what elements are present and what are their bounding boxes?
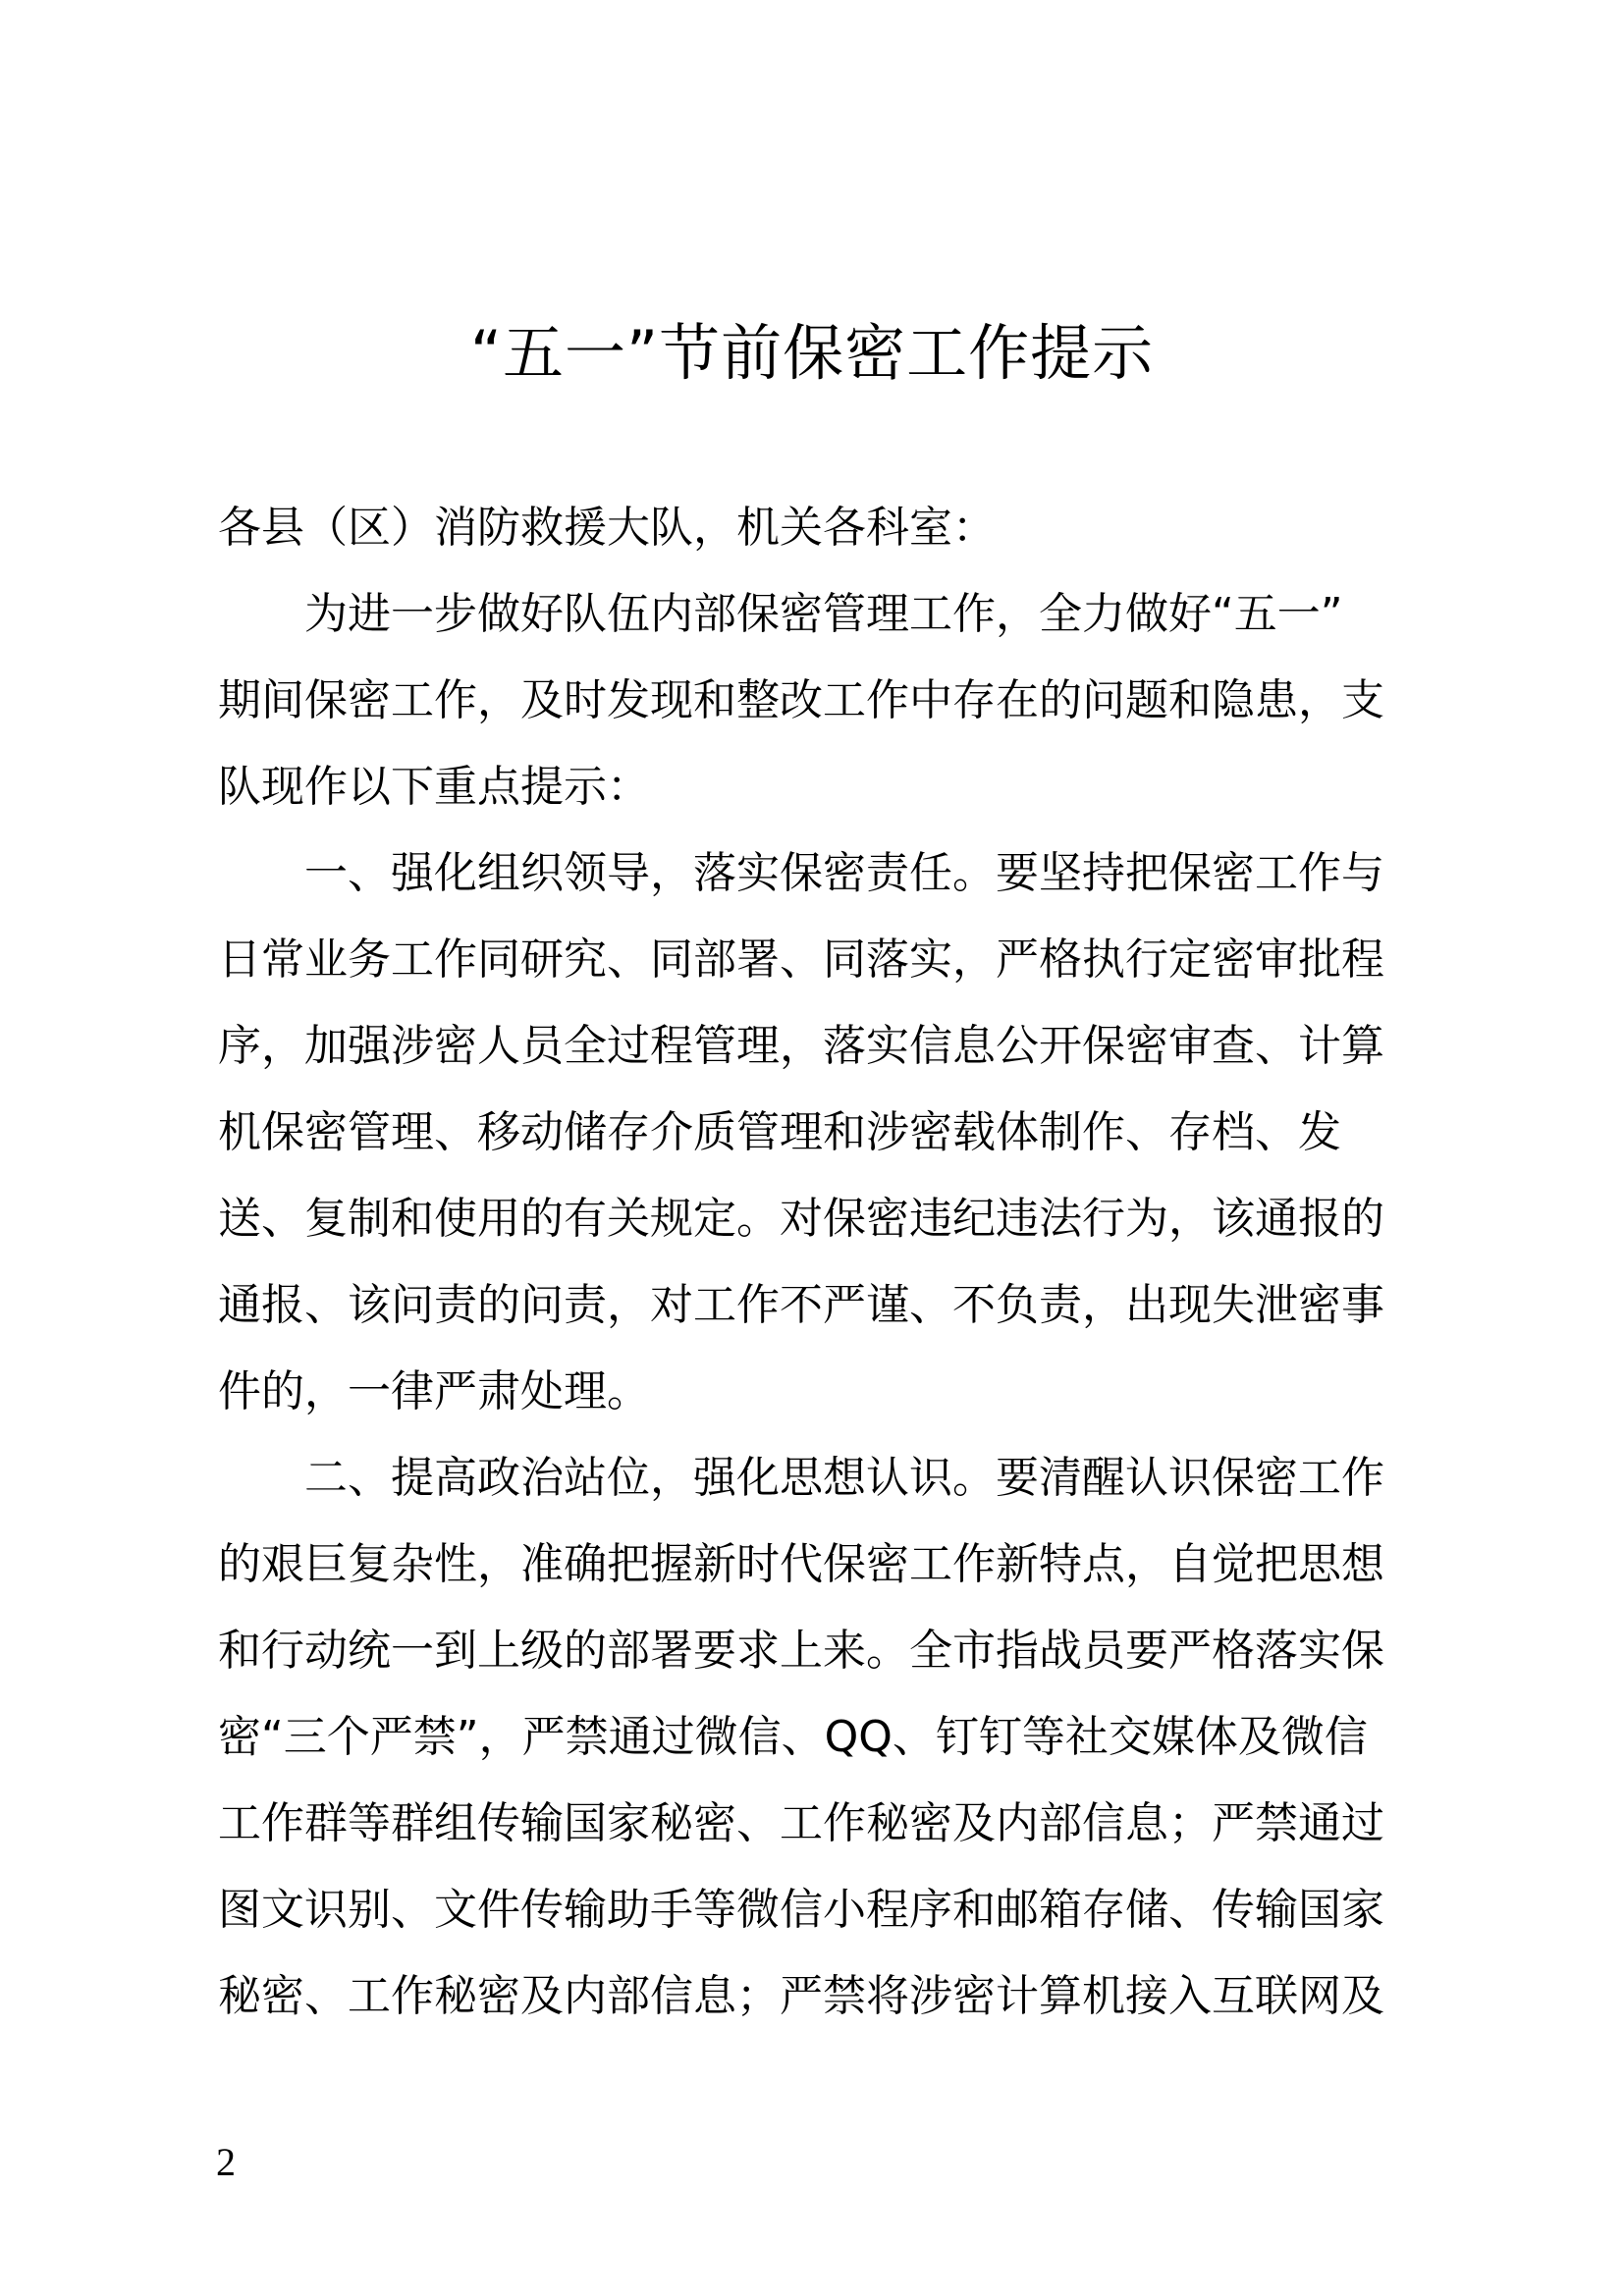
page-title: “五一”节前保密工作提示 (469, 317, 1155, 389)
body-line: 日常业务工作同研究、同部署、同落实，严格执行定密审批程 (218, 934, 1384, 985)
body-line: 的艰巨复杂性，准确把握新时代保密工作新特点，自觉把思想 (218, 1539, 1384, 1589)
body-line: 序，加强涉密人员全过程管理，落实信息公开保密审查、计算 (218, 1021, 1384, 1071)
body-line: 密“三个严禁”，严禁通过微信、QQ、钉钉等社交媒体及微信 (218, 1712, 1368, 1762)
body-line: 秘密、工作秘密及内部信息；严禁将涉密计算机接入互联网及 (218, 1971, 1384, 2021)
page-number: 2 (216, 2140, 236, 2184)
body-line: 通报、该问责的问责，对工作不严谨、不负责，出现失泄密事 (218, 1280, 1384, 1330)
body-line: 送、复制和使用的有关规定。对保密违纪违法行为，该通报的 (218, 1194, 1384, 1244)
body-line: 和行动统一到上级的部署要求上来。全市指战员要严格落实保 (218, 1626, 1384, 1676)
body-line: 件的，一律严肃处理。 (218, 1366, 650, 1416)
body-line: 期间保密工作，及时发现和整改工作中存在的问题和隐患，支 (218, 675, 1384, 725)
body-line: 工作群等群组传输国家秘密、工作秘密及内部信息；严禁通过 (218, 1798, 1384, 1848)
body-line: 一、强化组织领导，落实保密责任。要坚持把保密工作与 (304, 848, 1384, 898)
body-line: 为进一步做好队伍内部保密管理工作，全力做好“五一” (304, 589, 1343, 639)
salutation-line: 各县（区）消防救援大队，机关各科室： (218, 503, 996, 553)
body-line: 机保密管理、移动储存介质管理和涉密载体制作、存档、发 (218, 1107, 1341, 1157)
body-line: 二、提高政治站位，强化思想认识。要清醒认识保密工作 (304, 1453, 1384, 1503)
body-line: 队现作以下重点提示： (218, 762, 650, 812)
body-line: 图文识别、文件传输助手等微信小程序和邮箱存储、传输国家 (218, 1885, 1384, 1935)
